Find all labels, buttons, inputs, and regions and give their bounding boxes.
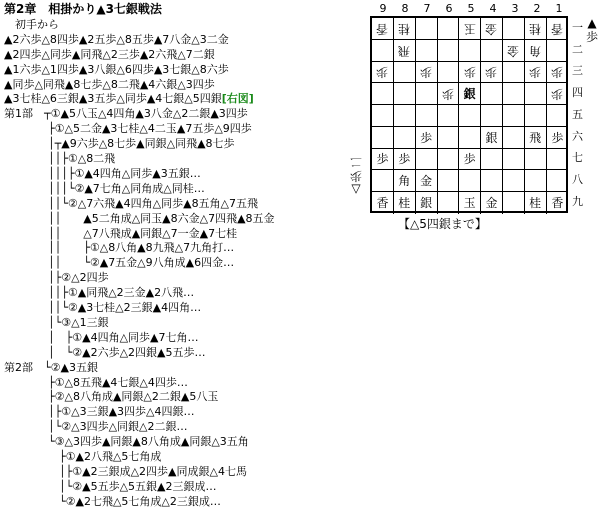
column-number: 9 <box>379 2 387 15</box>
piece-label: 香 <box>376 22 389 36</box>
piece-label: 香 <box>376 195 389 210</box>
board-piece <box>546 18 568 40</box>
board-piece <box>437 83 459 105</box>
board-square <box>416 40 438 62</box>
row-number: 七 <box>572 151 583 165</box>
board-caption: 【△5四銀まで】 <box>398 217 487 231</box>
board-piece <box>546 127 568 149</box>
board-piece <box>481 127 503 149</box>
board-square <box>503 170 525 192</box>
board-square <box>459 105 481 127</box>
board-square <box>437 148 459 170</box>
piece-label: 歩 <box>398 152 411 167</box>
column-number: 6 <box>445 2 453 15</box>
piece-label: 香 <box>551 22 564 36</box>
shogi-board <box>370 16 568 213</box>
move-line: │ ├①▲4四角△同歩▲7七角… <box>4 330 199 344</box>
piece-label: 玉 <box>463 195 476 210</box>
board-square <box>437 192 459 214</box>
piece-label: 金 <box>485 22 498 36</box>
board-square <box>394 127 416 149</box>
move-line: └③△3四歩▲同銀▲8八角成▲同銀△3五角 <box>4 435 249 449</box>
board-piece <box>416 61 438 83</box>
board-square <box>437 40 459 62</box>
move-line: │└③△1三銀 <box>4 315 109 329</box>
board-piece <box>372 18 394 40</box>
figure-marker: [右図] <box>221 92 254 106</box>
piece-label: 歩 <box>420 65 433 80</box>
move-line: ││ ├①△8八角▲8九飛△7九角打… <box>4 241 235 255</box>
board-piece <box>459 61 481 83</box>
board-piece <box>372 148 394 170</box>
move-line: └②▲2七飛△5七角成△2三銀成… <box>4 494 221 508</box>
board-piece <box>394 192 416 214</box>
board-piece <box>394 40 416 62</box>
board-piece <box>416 170 438 192</box>
piece-label: 金 <box>420 173 433 188</box>
board-square <box>503 18 525 40</box>
piece-label: 歩 <box>376 152 389 167</box>
move-line: ├②△8八角成▲同銀△2二銀▲5八玉 <box>4 390 219 404</box>
move-line: 第2部 └②▲3五銀 <box>4 360 98 374</box>
board-piece <box>394 18 416 40</box>
board-square <box>372 170 394 192</box>
board-square <box>525 105 547 127</box>
piece-label: 香 <box>551 195 564 210</box>
piece-label: 桂 <box>529 195 542 210</box>
board-piece <box>481 61 503 83</box>
board-piece <box>372 61 394 83</box>
piece-label: 歩 <box>485 65 498 80</box>
row-number: 六 <box>572 129 583 143</box>
piece-label: 歩 <box>420 130 433 145</box>
board-square <box>459 170 481 192</box>
board-square <box>416 148 438 170</box>
column-number: 8 <box>401 2 409 15</box>
board-square <box>525 83 547 105</box>
board-piece <box>525 18 547 40</box>
board-square <box>459 40 481 62</box>
board-square <box>525 170 547 192</box>
move-line: │ └②▲2六歩△2四銀▲5五歩… <box>4 345 206 359</box>
piece-label: 角 <box>398 173 411 188</box>
piece-label: 飛 <box>398 43 411 58</box>
board-square <box>503 148 525 170</box>
piece-label: 金 <box>507 43 520 58</box>
board-piece <box>459 83 481 105</box>
board-square <box>481 105 503 127</box>
board-square <box>416 83 438 105</box>
column-number: 4 <box>489 2 497 15</box>
move-line: 初手から <box>4 17 59 31</box>
board-piece <box>525 61 547 83</box>
move-line: ▲2四歩△同歩▲同飛△2三歩▲2六飛△7二銀 <box>4 47 215 61</box>
board-square <box>525 148 547 170</box>
row-number: 一 <box>572 21 583 34</box>
board-piece <box>459 148 481 170</box>
move-line: ││ ▲5二角成△同玉▲8六金△7四飛▲8五金 <box>4 211 275 225</box>
board-square <box>394 61 416 83</box>
piece-label: 桂 <box>529 22 542 36</box>
shogi-board-panel <box>362 0 604 240</box>
board-square <box>437 18 459 40</box>
gote-hand: △歩二 <box>350 155 363 197</box>
row-number: 二 <box>572 42 583 56</box>
piece-label: 歩 <box>551 130 564 145</box>
column-number: 3 <box>511 2 519 15</box>
board-square <box>459 127 481 149</box>
move-line: ├①△5二金▲3七桂△4二玉▲7五歩△9四歩 <box>4 122 252 136</box>
row-number: 三 <box>572 64 583 78</box>
row-number: 四 <box>572 86 583 100</box>
board-piece <box>503 40 525 62</box>
column-number: 1 <box>555 2 563 15</box>
move-line: ▲同歩△同飛▲8七歩△8二飛▲4六銀△3四歩 <box>4 77 215 91</box>
row-number: 五 <box>572 107 583 121</box>
board-square <box>503 105 525 127</box>
column-number: 5 <box>467 2 475 15</box>
board-square <box>437 105 459 127</box>
piece-label: 歩 <box>376 65 389 80</box>
board-square <box>503 83 525 105</box>
board-piece <box>481 192 503 214</box>
board-square <box>503 127 525 149</box>
board-square <box>503 192 525 214</box>
move-line: ││├①△8二飛 <box>4 152 116 165</box>
board-piece <box>394 170 416 192</box>
board-piece <box>525 192 547 214</box>
board-square <box>546 148 568 170</box>
board-piece <box>481 18 503 40</box>
move-line: ││└②△7六飛▲4四角△同歩▲8五角△7五飛 <box>4 196 259 210</box>
board-square <box>437 61 459 83</box>
board-piece <box>525 40 547 62</box>
piece-label: 桂 <box>398 22 411 36</box>
board-square <box>481 83 503 105</box>
move-line: ▲2六歩△8四歩▲2五歩△8五歩▲7八金△3二金 <box>4 32 229 46</box>
board-square <box>372 105 394 127</box>
board-piece <box>394 148 416 170</box>
board-square <box>372 40 394 62</box>
board-square <box>546 170 568 192</box>
chapter-title: 第2章 相掛かり▲3七銀戦法 <box>4 2 162 16</box>
move-line: │├②△2四歩 <box>4 271 109 285</box>
piece-label: 飛 <box>529 130 542 145</box>
board-piece <box>546 192 568 214</box>
move-line: │├①▲2三銀成△2四歩▲同成銀△4七馬 <box>4 464 247 478</box>
sente-hand: ▲歩 <box>585 16 598 44</box>
piece-label: 歩 <box>551 65 564 80</box>
board-square <box>481 148 503 170</box>
move-line: ││ △7八飛成▲同銀△7一金▲7七桂 <box>4 226 238 240</box>
move-line: │└②▲5五歩△5五銀▲2三銀成… <box>4 479 217 493</box>
board-square <box>481 40 503 62</box>
piece-label: 歩 <box>441 87 454 102</box>
board-piece <box>459 18 481 40</box>
piece-label: 銀 <box>420 195 433 210</box>
piece-label: 歩 <box>463 152 476 167</box>
move-line: ▲1六歩△1四歩▲3八銀△6四歩▲3七銀△8六歩 <box>4 62 229 76</box>
piece-label: 歩 <box>551 87 564 102</box>
piece-label: 桂 <box>398 195 411 210</box>
move-line: │┬▲9六歩△8七歩▲同銀△同飛▲8七歩 <box>4 137 235 151</box>
board-square <box>394 105 416 127</box>
board-square <box>546 105 568 127</box>
board-square <box>503 61 525 83</box>
row-number: 九 <box>572 194 583 208</box>
board-square <box>437 170 459 192</box>
move-line: │││├①▲4四角△同歩▲3五銀… <box>4 166 201 180</box>
board-square <box>372 127 394 149</box>
move-line: │└②△3四歩△同銀△2二銀… <box>4 420 188 434</box>
piece-label: 銀 <box>463 87 476 102</box>
move-line: ││ └②▲7五金△9八角成▲6四金… <box>4 256 235 270</box>
column-number: 7 <box>423 2 431 15</box>
board-piece <box>525 127 547 149</box>
move-line: 第1部 ┬①▲5八玉△4四角▲3八金△2二銀▲3四歩 <box>4 107 248 121</box>
board-piece <box>546 61 568 83</box>
move-line: │├①△3三銀▲3四歩△4四銀… <box>4 405 195 419</box>
board-square <box>416 18 438 40</box>
board-square <box>372 83 394 105</box>
piece-label: 歩 <box>529 65 542 80</box>
move-line: ├①▲2八飛△5七角成 <box>4 450 162 463</box>
board-piece <box>459 192 481 214</box>
board-square <box>546 40 568 62</box>
move-line: ▲3七桂△6三銀▲3五歩△同歩▲4七銀△5四銀[右図] <box>4 92 254 106</box>
move-line: ├①△8五飛▲4七銀△4四歩… <box>4 375 188 389</box>
board-piece <box>372 192 394 214</box>
board-piece <box>546 83 568 105</box>
board-piece <box>416 192 438 214</box>
move-line: ││└②▲3七桂△2三銀▲4四角… <box>4 301 202 314</box>
board-square <box>416 105 438 127</box>
piece-label: 玉 <box>463 22 476 36</box>
move-line: ││├①▲同飛△2三金▲2八飛… <box>4 286 195 300</box>
piece-label: 金 <box>485 195 498 210</box>
board-square <box>394 83 416 105</box>
row-number: 八 <box>572 172 583 186</box>
move-line: │││└②▲7七角△同角成△同桂… <box>4 181 205 195</box>
piece-label: 角 <box>529 43 542 58</box>
board-piece <box>416 127 438 149</box>
board-square <box>481 170 503 192</box>
column-number: 2 <box>533 2 541 15</box>
piece-label: 銀 <box>485 130 498 145</box>
piece-label: 歩 <box>463 65 476 80</box>
board-square <box>437 127 459 149</box>
